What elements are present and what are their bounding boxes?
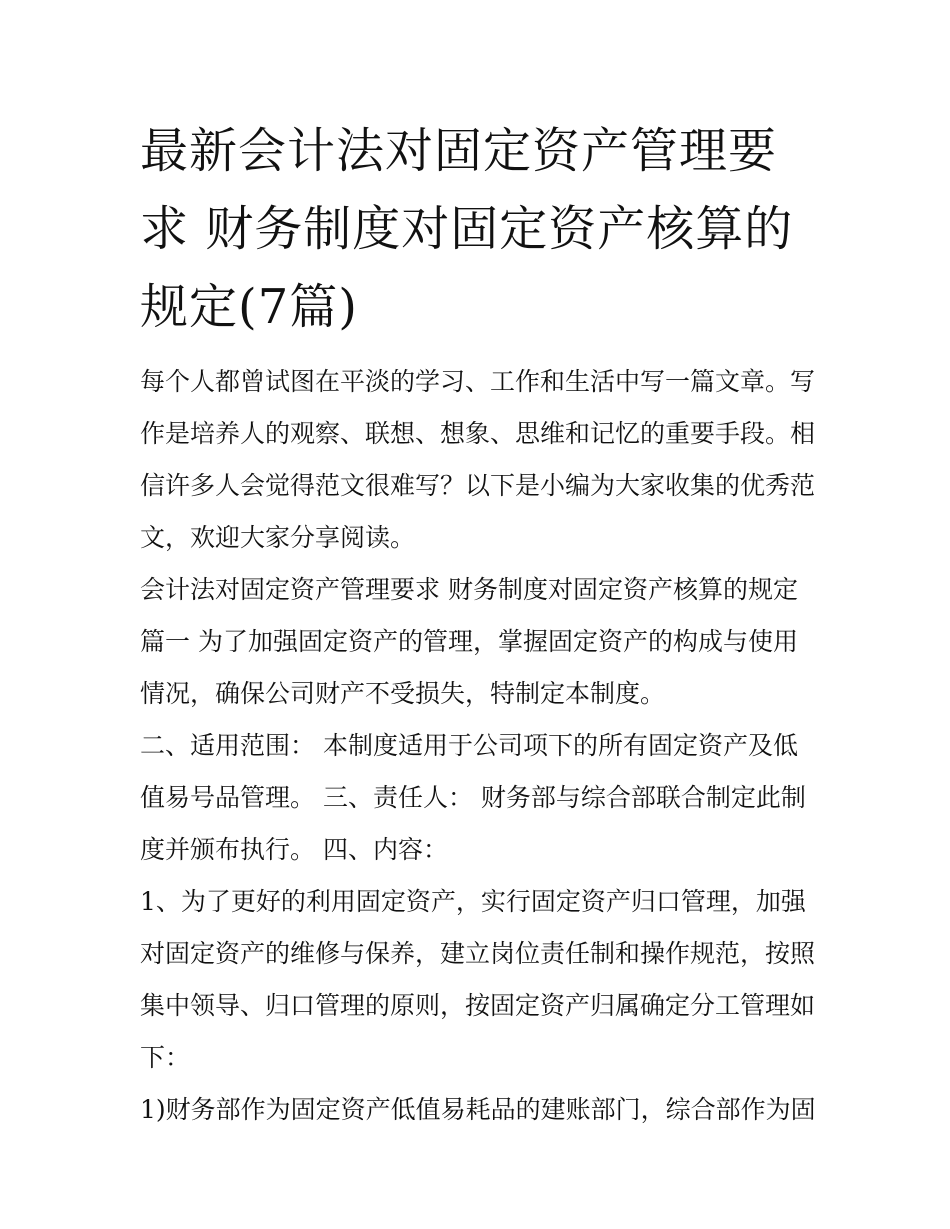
text-line: 篇一 为了加强固定资产的管理，掌握固定资产的构成与使用 (140, 627, 798, 656)
document-body (140, 356, 820, 1136)
text-line: 信许多人会觉得范文很难写？以下是小编为大家收集的优秀范 (140, 471, 816, 500)
text-line: 集中领导、归口管理的原则，按固定资产归属确定分工管理如 (140, 991, 816, 1020)
paragraph-item-one (140, 876, 820, 1084)
text-line: 每个人都曾试图在平淡的学习、工作和生活中写一篇文章。写 (140, 367, 816, 396)
paragraph-scope (140, 720, 820, 876)
text-line: 二、适用范围： 本制度适用于公司项下的所有固定资产及低 (140, 731, 798, 760)
title-line: 规定(7篇) (140, 279, 358, 335)
paragraph-section-one (140, 564, 820, 720)
title-line: 求 财务制度对固定资产核算的 (140, 201, 794, 257)
paragraph-subitem-one (140, 1084, 820, 1136)
text-line: 1)财务部作为固定资产低值易耗品的建账部门，综合部作为固 (140, 1095, 816, 1124)
title-line: 最新会计法对固定资产管理要 (140, 123, 778, 179)
text-line: 1、为了更好的利用固定资产，实行固定资产归口管理，加强 (140, 887, 806, 916)
text-line: 对固定资产的维修与保养，建立岗位责任制和操作规范，按照 (140, 939, 816, 968)
document-title (140, 112, 820, 346)
text-line: 作是培养人的观察、联想、想象、思维和记忆的重要手段。相 (140, 419, 816, 448)
text-line: 情况，确保公司财产不受损失，特制定本制度。 (140, 679, 666, 708)
text-line: 文，欢迎大家分享阅读。 (140, 523, 416, 552)
text-line: 值易号品管理。 三、责任人： 财务部与综合部联合制定此制 (140, 783, 806, 812)
text-line: 度并颁布执行。 四、内容： (140, 835, 448, 864)
paragraph-intro (140, 356, 820, 564)
text-line: 下： (140, 1043, 191, 1072)
text-line: 会计法对固定资产管理要求 财务制度对固定资产核算的规定 (140, 575, 798, 604)
